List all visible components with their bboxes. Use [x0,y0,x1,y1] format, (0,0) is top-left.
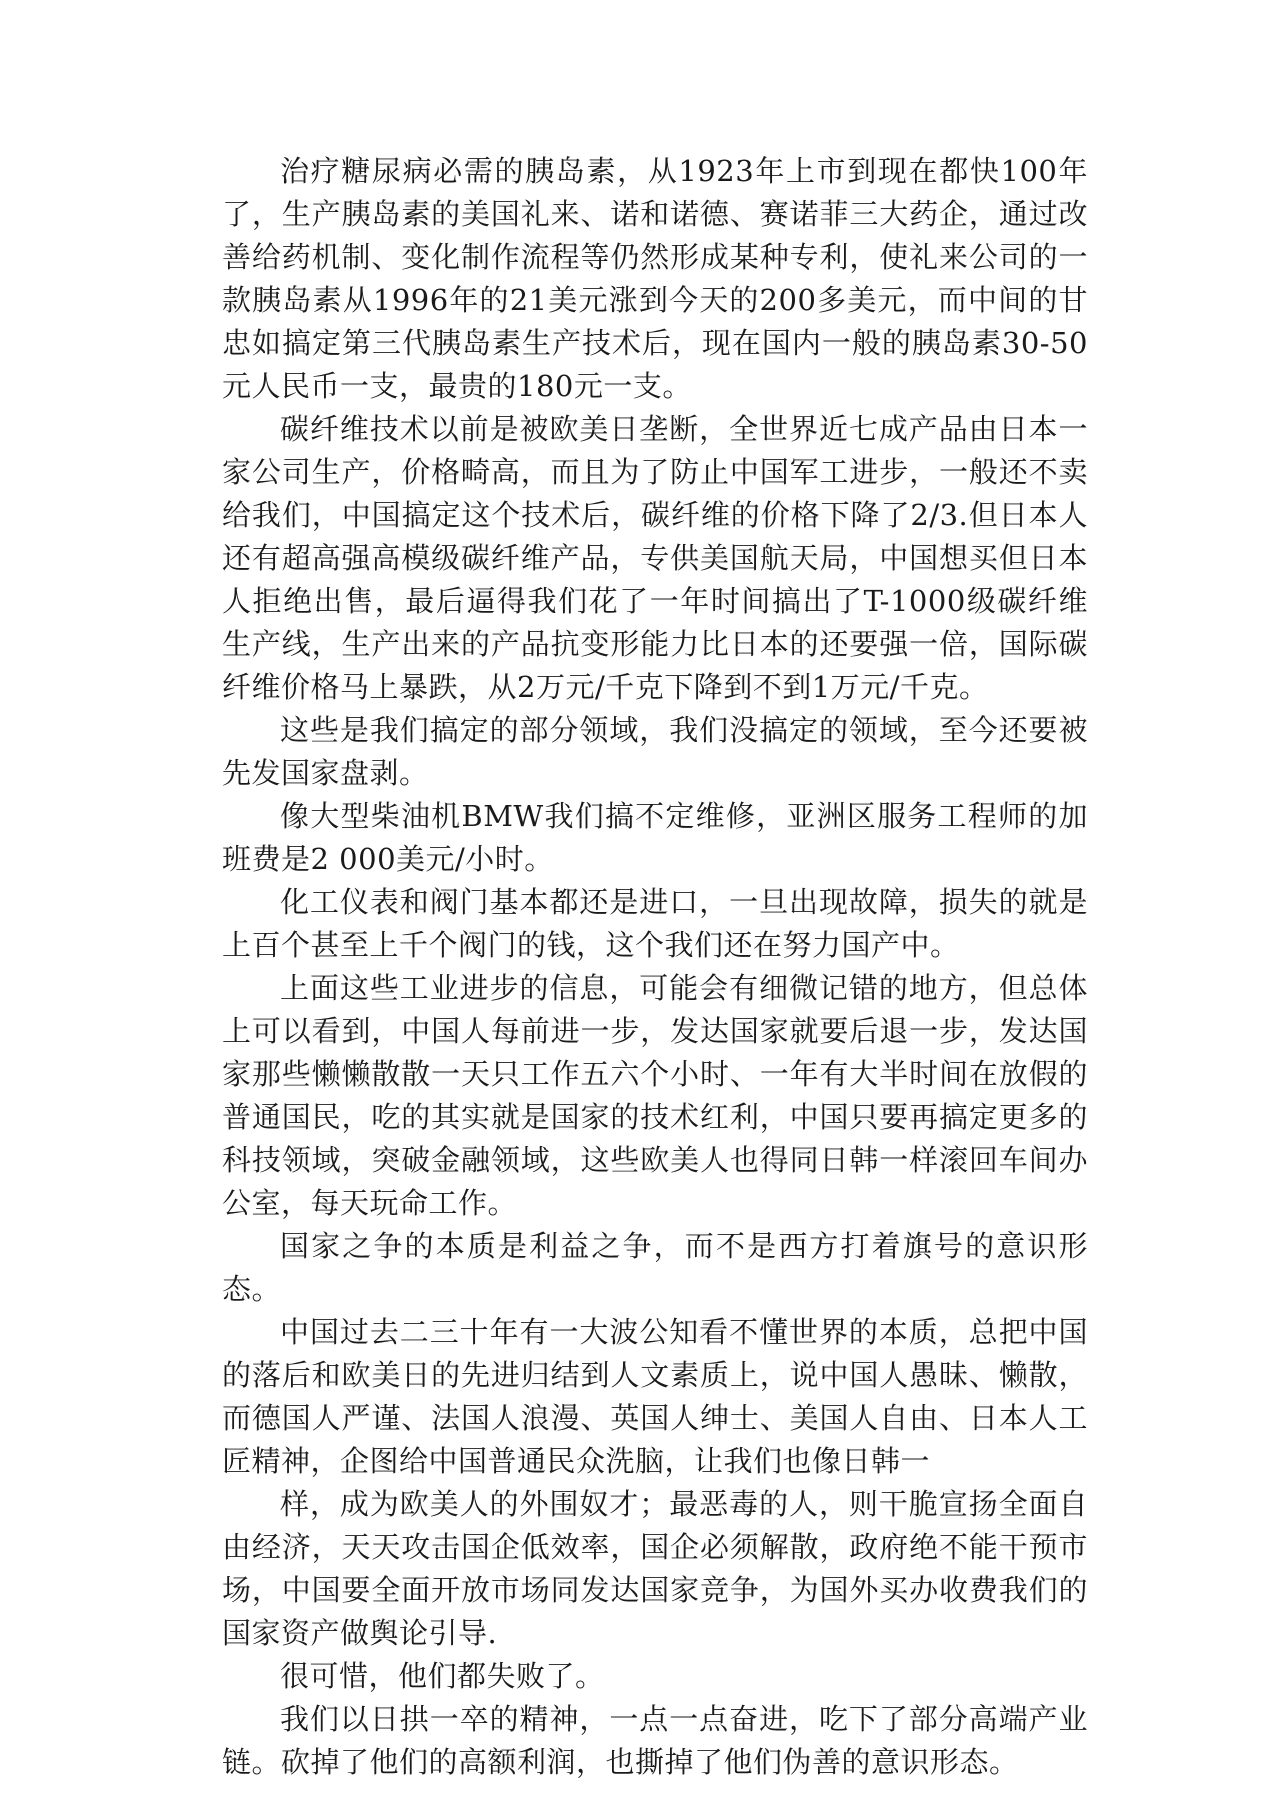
paragraph-they-failed: 很可惜，他们都失败了。 [280,1659,605,1693]
paragraph-public-intellectuals: 中国过去二三十年有一大波公知看不懂世界的本质，总把中国的落后和欧美日的先进归结到人文素质上，说中国人愚昧、懒散，而德国人严谨、法国人浪漫、英国人绅士、美国人自由、日本人工匠精神，企图给中国普通民众洗脑，让我们也像日韩一 [222,1315,1088,1478]
paragraph-conclusion: 我们以日拱一卒的精神，一点一点奋进，吃下了部分高端产业链。砍掉了他们的高额利润，也撕掉了他们伪善的意识形态。 [222,1702,1088,1779]
document-body [222,150,1088,1784]
paragraph-insulin: 治疗糖尿病必需的胰岛素，从1923年上市到现在都快100年了，生产胰岛素的美国礼来、诺和诺德、赛诺菲三大药企，通过改善给药机制、变化制作流程等仍然形成某种专利，使礼来公司的一款胰岛素从1996年的21美元涨到今天的200多美元，而中间的甘忠如搞定第三代胰岛素生产技术后，现在国内一般的胰岛素30-50元人民币一支，最贵的180元一支。 [222,154,1088,403]
paragraph-free-economy: 样，成为欧美人的外围奴才；最恶毒的人，则干脆宣扬全面自由经济，天天攻击国企低效率，国企必须解散，政府绝不能干预市场，中国要全面开放市场同发达国家竞争，为国外买办收费我们的国家资产做舆论引导. [222,1487,1088,1650]
paragraph-carbon-fiber: 碳纤维技术以前是被欧美日垄断，全世界近七成产品由日本一家公司生产，价格畸高，而且为了防止中国军工进步，一般还不卖给我们，中国搞定这个技术后，碳纤维的价格下降了2/3.但日本人还有超高强高模级碳纤维产品，专供美国航天局，中国想买但日本人拒绝出售，最后逼得我们花了一年时间搞出了T-1000级碳纤维生产线，生产出来的产品抗变形能力比日本的还要强一倍，国际碳纤维价格马上暴跌，从2万元/千克下降到不到1万元/千克。 [222,412,1088,704]
paragraph-industrial-progress: 上面这些工业进步的信息，可能会有细微记错的地方，但总体上可以看到，中国人每前进一步，发达国家就要后退一步，发达国家那些懒懒散散一天只工作五六个小时、一年有大半时间在放假的普通国民，吃的其实就是国家的技术红利，中国只要再搞定更多的科技领域，突破金融领域，这些欧美人也得同日韩一样滚回车间办公室，每天玩命工作。 [222,971,1088,1220]
paragraph-national-interest: 国家之争的本质是利益之争，而不是西方打着旗号的意识形态。 [222,1229,1088,1306]
paragraph-diesel-engine: 像大型柴油机BMW我们搞不定维修，亚洲区服务工程师的加班费是2 000美元/小时。 [222,799,1088,876]
paragraph-valves: 化工仪表和阀门基本都还是进口，一旦出现故障，损失的就是上百个甚至上千个阀门的钱，这个我们还在努力国产中。 [222,885,1088,962]
paragraph-unsolved-fields: 这些是我们搞定的部分领域，我们没搞定的领域，至今还要被先发国家盘剥。 [222,713,1088,790]
